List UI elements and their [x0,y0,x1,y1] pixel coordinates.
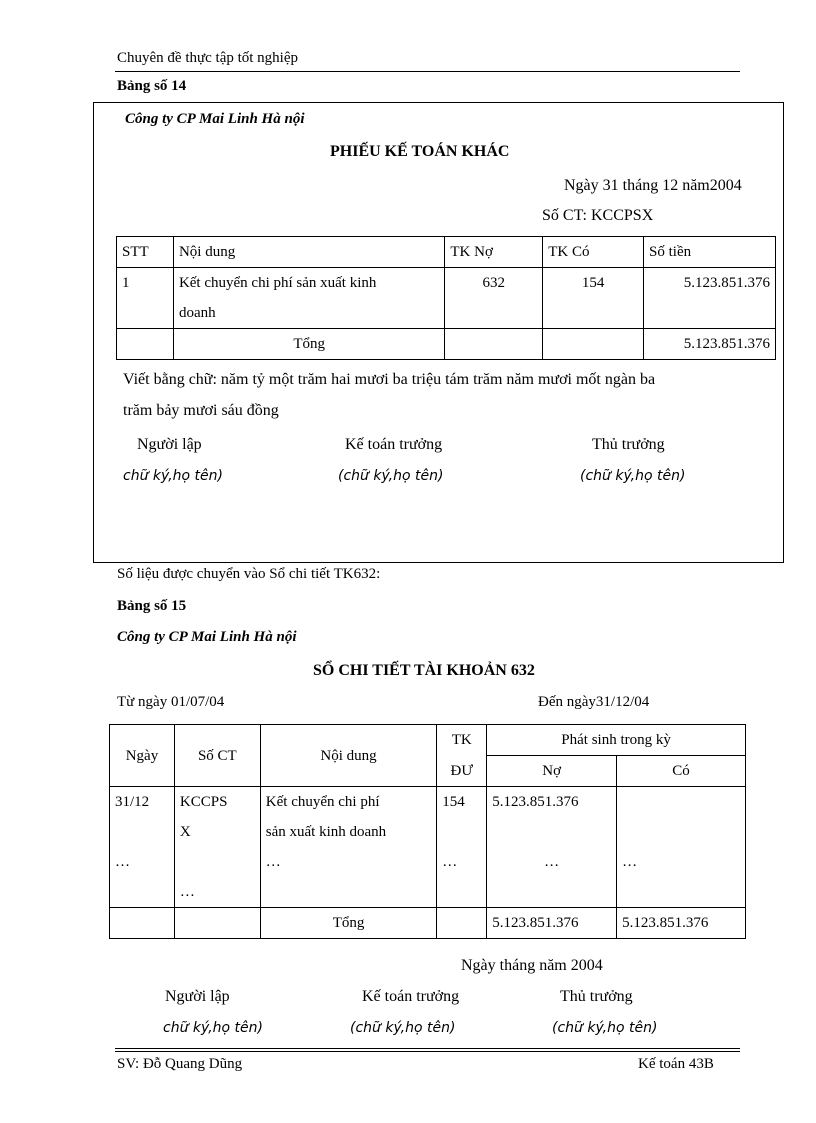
col-ledger-debit: Nợ [487,756,617,787]
ledger-header-row1 [110,725,746,756]
table14-label: Bảng số 14 [117,78,187,94]
col-amount: Số tiền [644,237,776,268]
table15-label: Bảng số 15 [117,598,187,614]
footer-divider-2 [115,1051,740,1052]
ledger-data-row [110,787,746,908]
ledger-cell-credit [617,787,746,908]
ledger-table [109,724,746,939]
header-title: Chuyên đề thực tập tốt nghiệp [117,50,299,66]
col-ledger-credit: Có [617,756,746,787]
ledger-footer-date: Ngày tháng năm 2004 [461,957,603,974]
cell-debit: 632 [445,268,543,329]
ledger-to-date: Đến ngày31/12/04 [538,694,650,710]
ledger-credit-ellipsis: … [622,854,638,870]
sig15-director: Thủ trưởng [560,988,633,1005]
col-credit: TK Có [543,237,644,268]
col-period: Phát sinh trong kỳ [487,725,746,756]
voucher-header-row [117,237,776,268]
ledger-from-date: Từ ngày 01/07/04 [117,694,225,710]
ledger-total-label: Tổng [260,908,437,939]
ledger-total-row [110,908,746,939]
voucher-title: PHIẾU KẾ TOÁN KHÁC [330,143,510,160]
col-doc: Số CT [174,725,260,787]
cell-stt: 1 [117,268,174,329]
col-debit: TK Nợ [445,237,543,268]
cell-credit: 154 [543,268,644,329]
cell-content-line1: Kết chuyển chi phí sản xuất kinh [178,275,377,291]
total-label: Tổng [173,329,444,360]
ledger-date-ellipsis: … [115,854,130,870]
footer-divider-1 [115,1048,740,1049]
col-tk-line1: TK [437,725,487,756]
ledger-cell-date [110,787,175,908]
ledger-debit-ellipsis: … [544,854,560,870]
amount-in-words-line1: Viết bằng chữ: năm tỷ một trăm hai mươi ba triệu tám trăm năm mươi mốt ngàn ba [123,371,656,388]
ledger-cell-tk [437,787,487,908]
sig14-preparer-note: chữ ký,họ tên) [123,468,223,484]
col-tk-line2: ĐƯ [437,756,487,787]
ledger-doc-line2: X [179,824,191,840]
ledger-doc-line1: KCCPS [179,794,228,810]
ledger-content-ellipsis: … [265,854,281,870]
ledger-date: 31/12 [115,794,150,810]
voucher-table [116,236,776,360]
table14-company: Công ty CP Mai Linh Hà nội [125,111,305,127]
sig15-preparer: Người lập [165,988,230,1005]
ledger-tk: 154 [442,794,465,810]
amount-in-words-line2: trăm bảy mươi sáu đồng [123,402,279,419]
sig14-chief-note: (chữ ký,họ tên) [338,468,444,484]
sig15-chief-note: (chữ ký,họ tên) [350,1020,456,1036]
voucher-data-row [117,268,776,329]
sig15-chief: Kế toán trưởng [362,988,460,1005]
sig14-director: Thủ trưởng [592,436,665,453]
header-divider [115,71,740,72]
voucher-doc-no: Số CT: KCCPSX [542,207,654,224]
voucher-date: Ngày 31 tháng 12 năm2004 [564,177,742,194]
cell-amount: 5.123.851.376 [644,268,776,329]
transfer-note: Số liệu được chuyển vào Sổ chi tiết TK632: [117,566,381,582]
footer-student: SV: Đỗ Quang Dũng [117,1056,243,1072]
footer-class: Kế toán 43B [638,1056,714,1072]
ledger-tk-ellipsis: … [442,854,458,870]
sig15-director-note: (chữ ký,họ tên) [552,1020,658,1036]
ledger-cell-content [260,787,437,908]
ledger-cell-doc [174,787,260,908]
ledger-content-line1: Kết chuyển chi phí [265,794,380,810]
ledger-total-debit: 5.123.851.376 [487,908,617,939]
sig14-chief: Kế toán trưởng [345,436,443,453]
ledger-content-line2: sản xuất kinh doanh [265,824,387,840]
cell-content-line2: doanh [178,305,216,321]
col-date: Ngày [110,725,175,787]
col-stt: STT [117,237,174,268]
col-content: Nội dung [173,237,444,268]
ledger-doc-ellipsis: … [179,884,195,900]
col-ledger-content: Nội dung [260,725,437,787]
sig14-director-note: (chữ ký,họ tên) [580,468,686,484]
voucher-total-row [117,329,776,360]
sig15-preparer-note: chữ ký,họ tên) [163,1020,263,1036]
sig14-preparer: Người lập [137,436,202,453]
total-amount: 5.123.851.376 [644,329,776,360]
ledger-total-credit: 5.123.851.376 [617,908,746,939]
cell-content [173,268,444,329]
ledger-cell-debit [487,787,617,908]
table15-company: Công ty CP Mai Linh Hà nội [117,629,297,645]
ledger-debit: 5.123.851.376 [492,794,579,810]
ledger-title: SỔ CHI TIẾT TÀI KHOẢN 632 [313,662,535,679]
